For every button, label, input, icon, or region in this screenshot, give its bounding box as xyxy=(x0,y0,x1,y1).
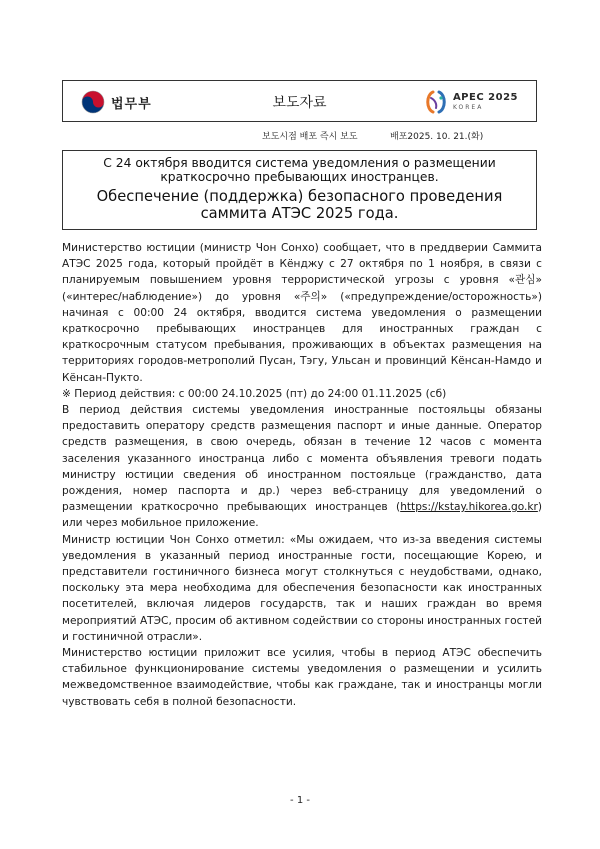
doc-type-title: 보도자료 xyxy=(272,95,327,111)
headline: С 24 октября вводится система уведомления о размещении краткосрочно пребывающих иностранцев. xyxy=(103,156,496,184)
headline-box xyxy=(62,150,537,230)
apec-emblem-icon xyxy=(423,89,449,115)
paragraph-minister-quote: Министр юстиции Чон Сонхо отметил: «Мы ожидаем, что из-за введения системы уведомления в указанный период иностранные гости, посещающие Корею, и представители гостиничного бизнеса могут столкнуться с неудобствами, однако, поскольку эта мера необходима для обеспечения безопасности как иностранных посетителей, включая лидеров государств, так и наших граждан во время мероприятий АТЭС, просим об активном содействии со стороны иностранных гостей и гостиничной отрасли». xyxy=(62,533,542,643)
apec-logo xyxy=(423,87,518,117)
press-release-body xyxy=(62,240,542,710)
paragraph-conclusion: Министерство юстиции приложит все усилия, чтобы в период АТЭС обеспечить стабильное функционирование системы уведомления о размещении и усилить межведомственное взаимодействие, чтобы как граждане, так и иностранцы могли чувствовать себя в полной безопасности. xyxy=(62,647,542,708)
apec-logo-main-text: APEC 2025 xyxy=(452,92,518,103)
page-number: - 1 - xyxy=(290,795,310,806)
paragraph-intro: Министерство юстиции (министр Чон Сонхо) сообщает, что в преддверии Саммита АТЭС 2025 года, который пройдёт в Кёнджу с 27 октября по 1 ноября, в связи с планируемым повышением уровня террористической угрозы с уровня «관심» («интерес/наблюдение») до уровня «주의» («предупреждение/осторожность») начиная с 00:00 24 октября, вводится система уведомления о размещении краткосрочно пребывающих иностранцев для иностранных граждан с краткосрочным статусом пребывания, проживающих в объектах размещения на территориях городов-метрополий Пусан, Тэгу, Ульсан и провинций Кёнсан-Намдо и Кёнсан-Пукто. xyxy=(62,242,542,384)
release-date: 배포2025. 10. 21.(화) xyxy=(390,132,484,142)
paragraph-obligations-tail: ) или через мобильное приложение. xyxy=(62,501,542,530)
subheadline: Обеспечение (поддержка) безопасного проведения саммита АТЭС 2025 года. xyxy=(96,188,503,222)
validity-period-note: ※ Период действия: с 00:00 24.10.2025 (пт) до 24:00 01.11.2025 (сб) xyxy=(62,387,447,400)
paragraph-obligations xyxy=(62,402,542,532)
kstay-link[interactable]: https://kstay.hikorea.go.kr xyxy=(400,501,538,514)
header-box xyxy=(62,80,537,122)
paragraph-obligations-text: В период действия системы уведомления иностранные постояльцы обязаны предоставить оператору средств размещения паспорт и иные данные. Оператор средств размещения, в свою очередь, обязан в течение 12 часов с момента заселения указанного иностранца либо с момента объявления тревоги подать министру юстиции сведения об иностранном постояльце (гражданство, дата рождения, номер паспорта и др.) через веб-страницу для уведомлений о размещении краткосрочно пребывающих иностранцев ( xyxy=(62,404,542,514)
ministry-name: 법무부 xyxy=(111,96,152,112)
apec-logo-sub-text: KOREA xyxy=(452,104,484,111)
release-condition: 보도시점 배포 즉시 보도 xyxy=(262,132,358,142)
